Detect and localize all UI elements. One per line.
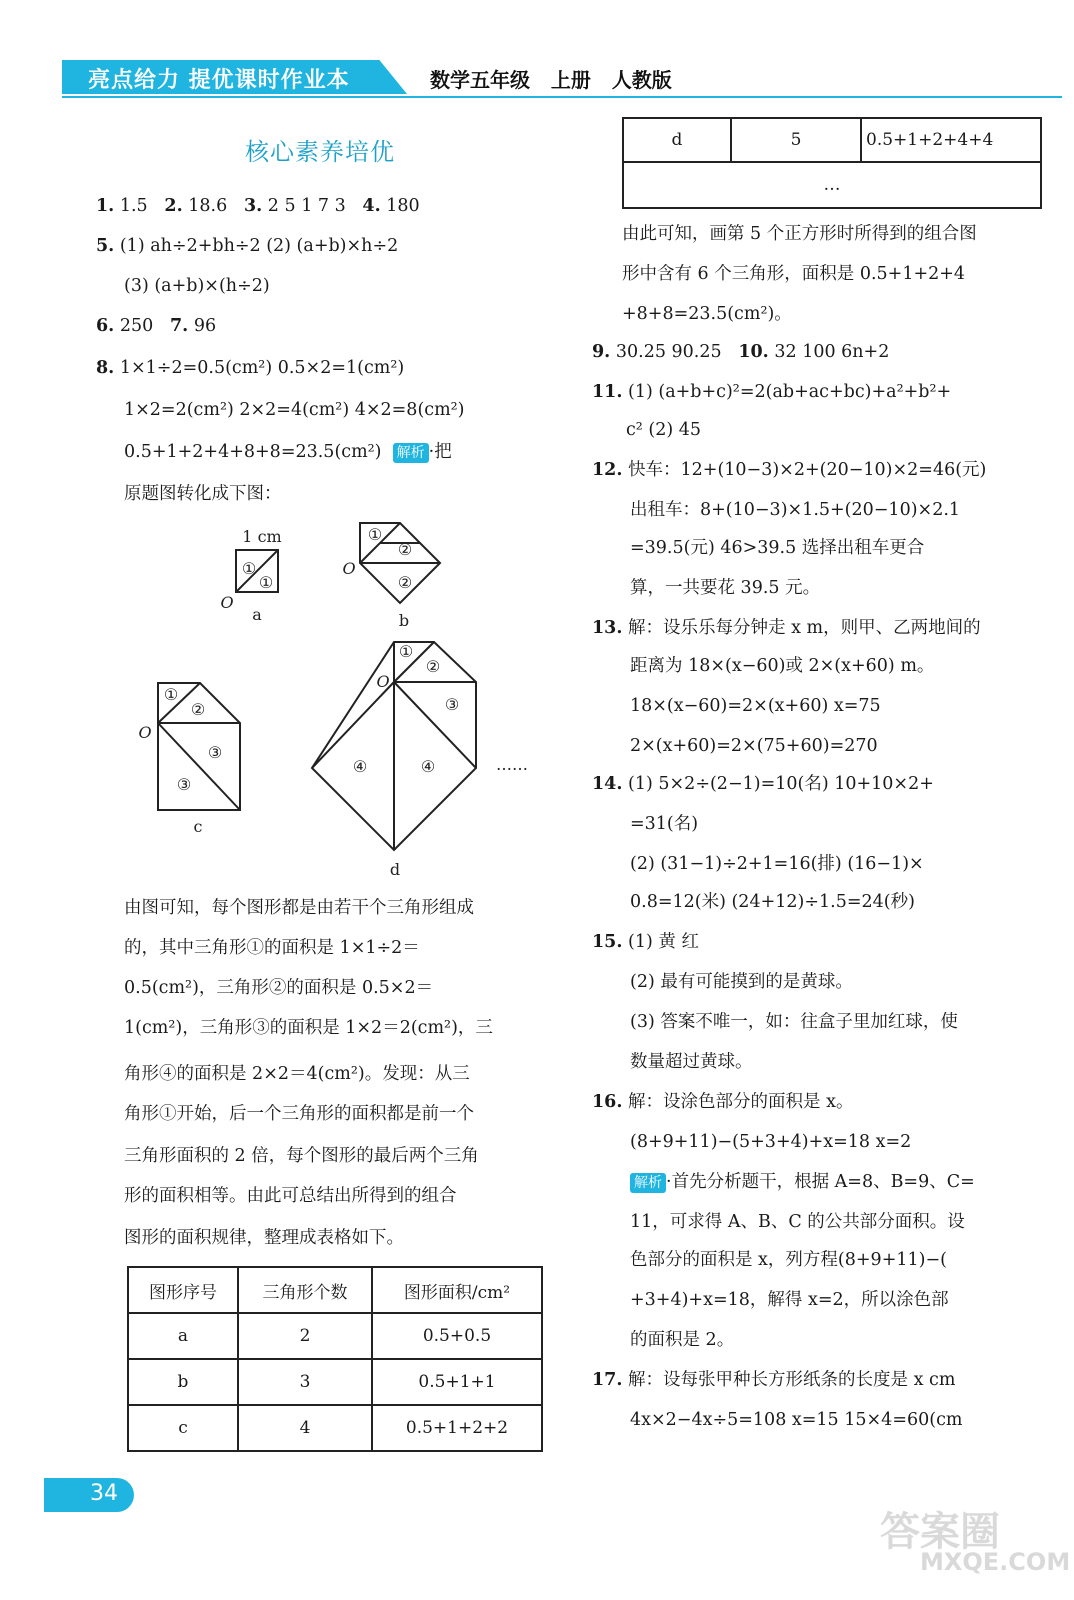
answer-q8: 8. 1×1÷2=0.5(cm²) 0.5×2=1(cm²): [96, 358, 405, 378]
answer-q16-line5: 色部分的面积是 x，列方程(8+9+11)−(: [630, 1250, 947, 1270]
answer-q12: 12. 快车：12+(10−3)×2+(20−10)×2=46(元): [592, 460, 987, 480]
answer-q16-line4: 11，可求得 A、B、C 的公共部分面积。设: [630, 1212, 965, 1232]
svg-text:O: O: [220, 593, 234, 612]
table-row: c 4 0.5+1+2+2: [128, 1405, 542, 1451]
svg-text:③: ③: [207, 743, 223, 762]
svg-text:③: ③: [176, 775, 192, 794]
answer-q16: 16. 解：设涂色部分的面积是 x。: [592, 1092, 854, 1112]
explain-line-1: 由图可知，每个图形都是由若干个三角形组成: [124, 898, 474, 918]
area-table: [127, 1266, 543, 1452]
answer-q17-line2: 4x×2−4x÷5=108 x=15 15×4=60(cm: [630, 1410, 963, 1430]
svg-text:b: b: [398, 611, 410, 630]
answer-q13-line3: 18×(x−60)=2×(x+60) x=75: [630, 696, 881, 716]
analysis-tag: 解析: [393, 443, 429, 463]
explain-line-9: 图形的面积规律，整理成表格如下。: [124, 1228, 404, 1248]
table-row: …: [623, 162, 1041, 208]
svg-text:c: c: [193, 817, 203, 836]
svg-text:④: ④: [352, 757, 368, 776]
book-subtitle: 数学五年级 上册 人教版: [430, 68, 672, 92]
explain-line-4: 1(cm²)，三角形③的面积是 1×2＝2(cm²)，三: [124, 1018, 493, 1038]
svg-text:②: ②: [190, 700, 206, 719]
answer-q16-line6: +3+4)+x=18，解得 x=2，所以涂色部: [630, 1290, 949, 1310]
answer-q11-line2: c² (2) 45: [626, 420, 701, 440]
explain-line-2: 的，其中三角形①的面积是 1×1÷2＝: [124, 938, 420, 958]
explain-line-5: 角形④的面积是 2×2＝4(cm²)。发现：从三: [124, 1064, 470, 1084]
scale-label: 1 cm: [242, 527, 282, 546]
conclusion-line-2: 形中含有 6 个三角形，面积是 0.5+1+2+4: [622, 264, 966, 284]
book-title: 亮点给力 提优课时作业本: [88, 68, 350, 93]
answer-q5: 5. (1) ah÷2+bh÷2 (2) (a+b)×h÷2: [96, 236, 399, 256]
answer-q15-line4: 数量超过黄球。: [630, 1052, 753, 1072]
svg-text:④: ④: [420, 757, 436, 776]
svg-text:……: ……: [496, 755, 528, 774]
answer-q8-line3: 0.5+1+2+4+8+8=23.5(cm²) 解析 ·把: [124, 442, 452, 462]
svg-text:①: ①: [367, 525, 383, 544]
answer-q13-line2: 距离为 18×(x−60)或 2×(x+60) m。: [630, 656, 935, 676]
svg-text:②: ②: [425, 657, 441, 676]
explain-line-3: 0.5(cm²)，三角形②的面积是 0.5×2＝: [124, 978, 434, 998]
explain-line-6: 角形①开始，后一个三角形的面积都是前一个: [124, 1104, 474, 1124]
triangle-figures: [120, 520, 560, 885]
answer-q14-line3: (2) (31−1)÷2+1=16(排) (16−1)×: [630, 854, 924, 874]
svg-text:O: O: [376, 672, 390, 691]
answer-q8-line2: 1×2=2(cm²) 2×2=4(cm²) 4×2=8(cm²): [124, 400, 465, 420]
svg-text:③: ③: [444, 695, 460, 714]
answer-q14-line2: =31(名): [630, 814, 699, 834]
table-header: 三角形个数: [238, 1267, 372, 1313]
answer-q14-line4: 0.8=12(米) (24+12)÷1.5=24(秒): [630, 892, 915, 912]
explain-line-8: 形的面积相等。由此可总结出所得到的组合: [124, 1186, 457, 1206]
table-header: 图形序号: [128, 1267, 238, 1313]
svg-text:②: ②: [397, 540, 413, 559]
svg-text:a: a: [252, 605, 262, 624]
answer-q16-line3: 解析 ·首先分析题干，根据 A=8、B=9、C=: [630, 1170, 975, 1194]
answer-q8-line4: 原题图转化成下图：: [124, 484, 282, 504]
svg-text:①: ①: [258, 573, 274, 592]
answer-q17: 17. 解：设每张甲种长方形纸条的长度是 x cm: [592, 1370, 956, 1390]
header-divider: [62, 96, 1062, 98]
answer-q11: 11. (1) (a+b+c)²=2(ab+ac+bc)+a²+b²+: [592, 382, 952, 402]
table-row: b 3 0.5+1+1: [128, 1359, 542, 1405]
section-title: 核心素养培优: [245, 138, 395, 166]
answer-q13-line4: 2×(x+60)=2×(75+60)=270: [630, 736, 878, 756]
svg-text:①: ①: [398, 642, 414, 661]
analysis-tag: 解析: [630, 1173, 666, 1193]
answer-q6-7: 6. 250 7. 96: [96, 316, 217, 336]
svg-text:①: ①: [163, 685, 179, 704]
svg-text:O: O: [342, 559, 356, 578]
area-table-continued: [622, 117, 1042, 209]
watermark-logo: 答案圈: [880, 1509, 1000, 1555]
svg-text:O: O: [138, 723, 152, 742]
table-header: 图形面积/cm²: [372, 1267, 542, 1313]
conclusion-line-3: +8+8=23.5(cm²)。: [622, 304, 792, 324]
svg-text:d: d: [389, 860, 401, 879]
answer-q13: 13. 解：设乐乐每分钟走 x m，则甲、乙两地间的: [592, 618, 981, 638]
answer-q15: 15. (1) 黄 红: [592, 932, 699, 952]
answer-q9-10: 9. 30.25 90.25 10. 32 100 6n+2: [592, 342, 890, 362]
answer-q16-line7: 的面积是 2。: [630, 1330, 735, 1350]
watermark-url: MXQE.COM: [920, 1548, 1071, 1576]
answer-q5-line2: (3) (a+b)×(h÷2): [124, 276, 270, 296]
answer-q12-line4: 算，一共要花 39.5 元。: [630, 578, 821, 598]
svg-text:①: ①: [241, 559, 257, 578]
answer-q1-4: 1. 1.5 2. 18.6 3. 2 5 1 7 3 4. 180: [96, 196, 420, 216]
page-number-badge: [44, 1478, 134, 1512]
answer-q14: 14. (1) 5×2÷(2−1)=10(名) 10+10×2+: [592, 774, 934, 794]
svg-text:②: ②: [397, 573, 413, 592]
conclusion-line-1: 由此可知，画第 5 个正方形时所得到的组合图: [622, 224, 977, 244]
table-row: a 2 0.5+0.5: [128, 1313, 542, 1359]
page-number: 34: [90, 1481, 118, 1506]
answer-q12-line3: =39.5(元) 46>39.5 选择出租车更合: [630, 538, 925, 558]
table-row: d 5 0.5+1+2+4+4: [623, 118, 1041, 162]
answer-q15-line2: (2) 最有可能摸到的是黄球。: [630, 972, 853, 992]
answer-q12-line2: 出租车：8+(10−3)×1.5+(20−10)×2.1: [630, 500, 961, 520]
answer-q15-line3: (3) 答案不唯一，如：往盒子里加红球，使: [630, 1012, 958, 1032]
answer-q16-line2: (8+9+11)−(5+3+4)+x=18 x=2: [630, 1132, 912, 1152]
explain-line-7: 三角形面积的 2 倍，每个图形的最后两个三角: [124, 1146, 479, 1166]
